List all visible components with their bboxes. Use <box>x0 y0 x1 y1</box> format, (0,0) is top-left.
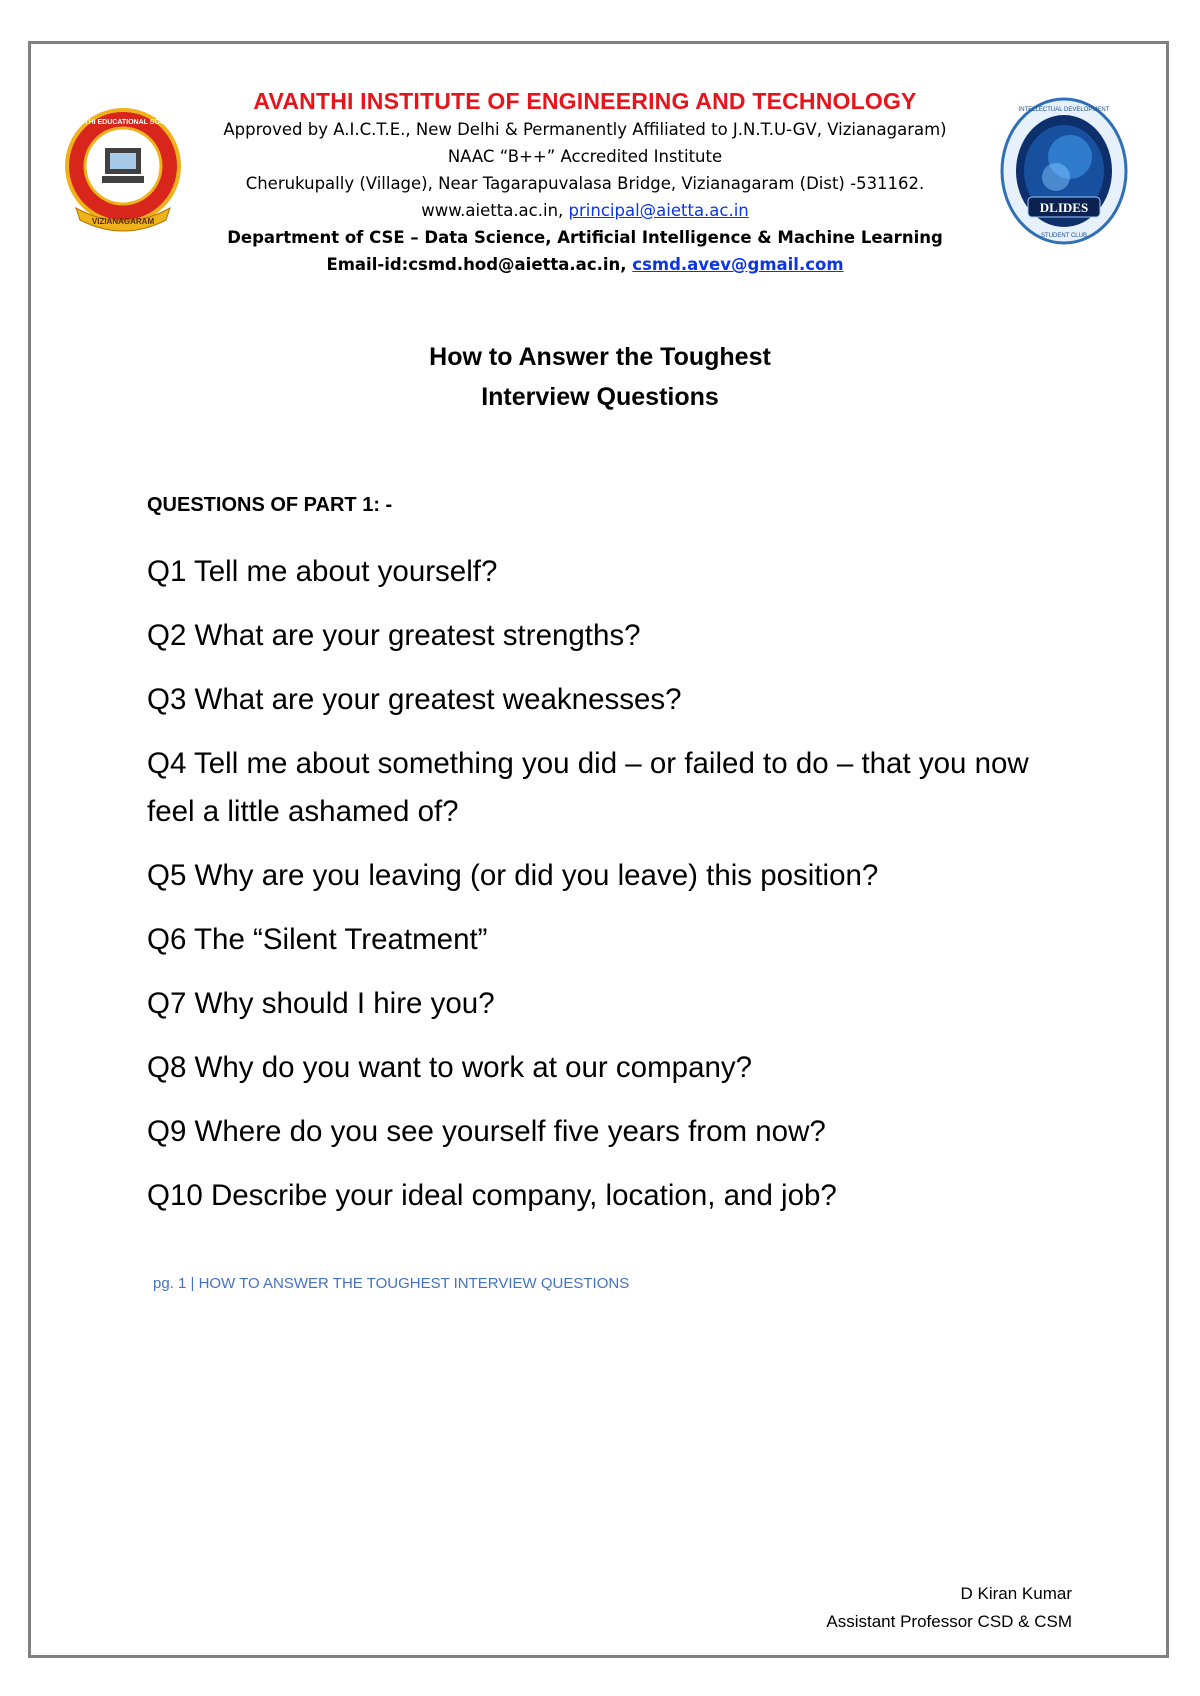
title-line-1: How to Answer the Toughest <box>429 343 771 371</box>
website-line <box>195 197 975 224</box>
question-item: Q8 Why do you want to work at our company? <box>147 1051 753 1084</box>
page-footer: pg. 1 | HOW TO ANSWER THE TOUGHEST INTERVIEW QUESTIONS <box>153 1275 630 1292</box>
section-heading: QUESTIONS OF PART 1: - <box>147 494 393 516</box>
email-line <box>195 251 975 278</box>
seal-bottom-text: VIZIANAGARAM <box>91 217 155 226</box>
signatory-designation: Assistant Professor CSD & CSM <box>826 1612 1072 1631</box>
question-item: Q5 Why are you leaving (or did you leave) this position? <box>147 859 879 892</box>
department-email-link[interactable]: csmd.avev@gmail.com <box>632 255 844 274</box>
dlides-ring-text: INTELLECTUAL DEVELOPMENT <box>1018 107 1110 113</box>
address-line: Cherukupally (Village), Near Tagarapuvalasa Bridge, Vizianagaram (Dist) -531162. <box>245 174 925 193</box>
title-line-2: Interview Questions <box>481 383 719 411</box>
question-list <box>147 548 1047 1236</box>
signature-block <box>826 1580 1072 1636</box>
question-item: Q1 Tell me about yourself? <box>147 555 498 588</box>
question-item: Q3 What are your greatest weaknesses? <box>147 683 682 716</box>
website-text: www.aietta.ac.in, <box>421 201 569 220</box>
question-item: Q4 Tell me about something you did – or failed to do – that you now feel a little ashamed of? <box>147 747 1029 828</box>
question-item: Q7 Why should I hire you? <box>147 987 495 1020</box>
institute-seal-icon <box>58 104 188 239</box>
dlides-text: DLIDES <box>1039 200 1089 215</box>
institute-name: AVANTHI INSTITUTE OF ENGINEERING AND TECHNOLOGY <box>253 88 917 114</box>
hod-email-text: Email-id:csmd.hod@aietta.ac.in, <box>326 255 633 274</box>
question-item: Q10 Describe your ideal company, location, and job? <box>147 1179 837 1212</box>
principal-email-link[interactable]: principal@aietta.ac.in <box>568 201 749 220</box>
seal-top-text: AVANTHI EDUCATIONAL SOCIETY <box>65 119 181 126</box>
dlides-club-logo-icon <box>1000 97 1128 245</box>
department-line: Department of CSE – Data Science, Artificial Intelligence & Machine Learning <box>227 228 943 247</box>
question-item: Q9 Where do you see yourself five years from now? <box>147 1115 826 1148</box>
signatory-name: D Kiran Kumar <box>960 1584 1072 1603</box>
letterhead <box>195 86 975 278</box>
dlides-bottom-text: STUDENT CLUB <box>1041 233 1087 239</box>
question-item: Q2 What are your greatest strengths? <box>147 619 641 652</box>
accreditation-line: NAAC “B++” Accredited Institute <box>447 147 723 166</box>
document-title <box>370 337 830 417</box>
approval-line: Approved by A.I.C.T.E., New Delhi & Permanently Affiliated to J.N.T.U-GV, Vizianagaram) <box>223 120 947 139</box>
question-item: Q6 The “Silent Treatment” <box>147 923 488 956</box>
